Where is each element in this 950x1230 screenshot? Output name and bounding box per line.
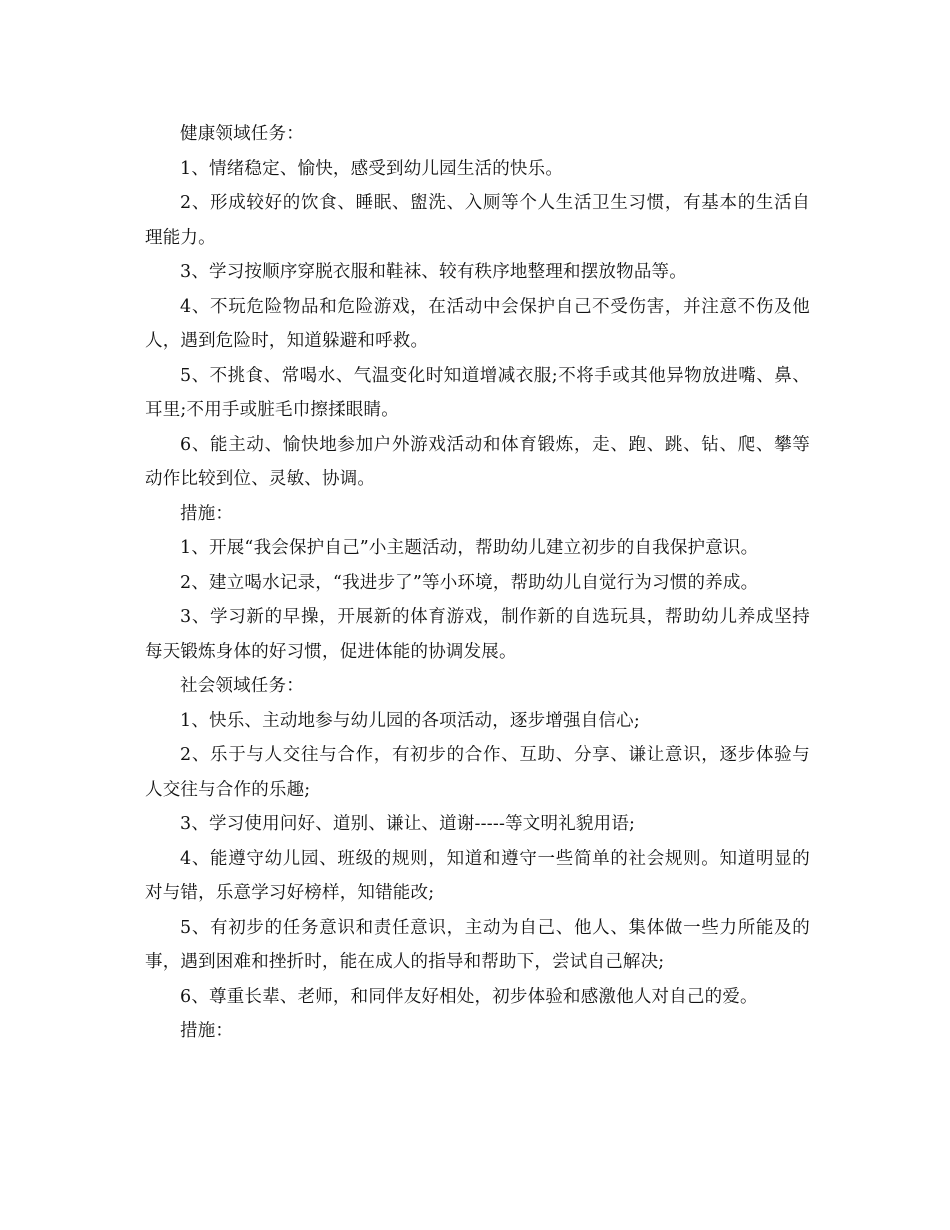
heading-social-tasks: 社会领域任务： [180,676,304,696]
paragraph-health-task-6: 6、能主动、愉快地参加户外游戏活动和体育锻炼，走、跑、跳、钻、爬、攀等动作比较到位、灵敏、协调。 [145,434,810,489]
paragraph-social-task-4: 4、能遵守幼儿园、班级的规则，知道和遵守一些简单的社会规则。知道明显的对与错，乐意学习好榜样，知错能改; [145,848,810,903]
paragraph-social-task-5: 5、有初步的任务意识和责任意识，主动为自己、他人、集体做一些力所能及的事，遇到困难和挫折时，能在成人的指导和帮助下，尝试自己解决; [145,917,810,972]
paragraph-health-task-3: 3、学习按顺序穿脱衣服和鞋袜、较有秩序地整理和摆放物品等。 [180,262,687,282]
paragraph-health-measure-3: 3、学习新的早操，开展新的体育游戏，制作新的自选玩具，帮助幼儿养成坚持每天锻炼身体的好习惯，促进体能的协调发展。 [145,607,810,662]
paragraph-social-task-2: 2、乐于与人交往与合作，有初步的合作、互助、分享、谦让意识，逐步体验与人交往与合作的乐趣; [145,745,810,800]
paragraph-health-measure-1: 1、开展“我会保护自己”小主题活动，帮助幼儿建立初步的自我保护意识。 [180,538,759,558]
paragraph-social-task-3: 3、学习使用问好、道别、谦让、道谢-----等文明礼貌用语; [180,814,636,834]
paragraph-health-task-4: 4、不玩危险物品和危险游戏，在活动中会保护自己不受伤害，并注意不伤及他人，遇到危险时，知道躲避和呼救。 [145,296,810,351]
paragraph-social-task-1: 1、快乐、主动地参与幼儿园的各项活动，逐步增强自信心; [180,710,640,731]
heading-health-measures: 措施： [180,503,234,524]
paragraph-social-task-6: 6、尊重长辈、老师，和同伴友好相处，初步体验和感激他人对自己的爱。 [180,986,758,1007]
paragraph-health-task-5: 5、不挑食、常喝水、气温变化时知道增减衣服;不将手或其他异物放进嘴、鼻、耳里;不用手或脏毛巾擦揉眼睛。 [145,365,810,420]
document-body [145,117,810,1049]
paragraph-health-task-1: 1、情绪稳定、愉快，感受到幼儿园生活的快乐。 [180,158,564,179]
heading-social-measures: 措施： [180,1021,234,1041]
paragraph-health-task-2: 2、形成较好的饮食、睡眠、盥洗、入厕等个人生活卫生习惯，有基本的生活自理能力。 [145,193,810,248]
heading-health-tasks: 健康领域任务： [180,124,304,144]
paragraph-health-measure-2: 2、建立喝水记录，“我进步了”等小环境，帮助幼儿自觉行为习惯的养成。 [180,572,759,593]
